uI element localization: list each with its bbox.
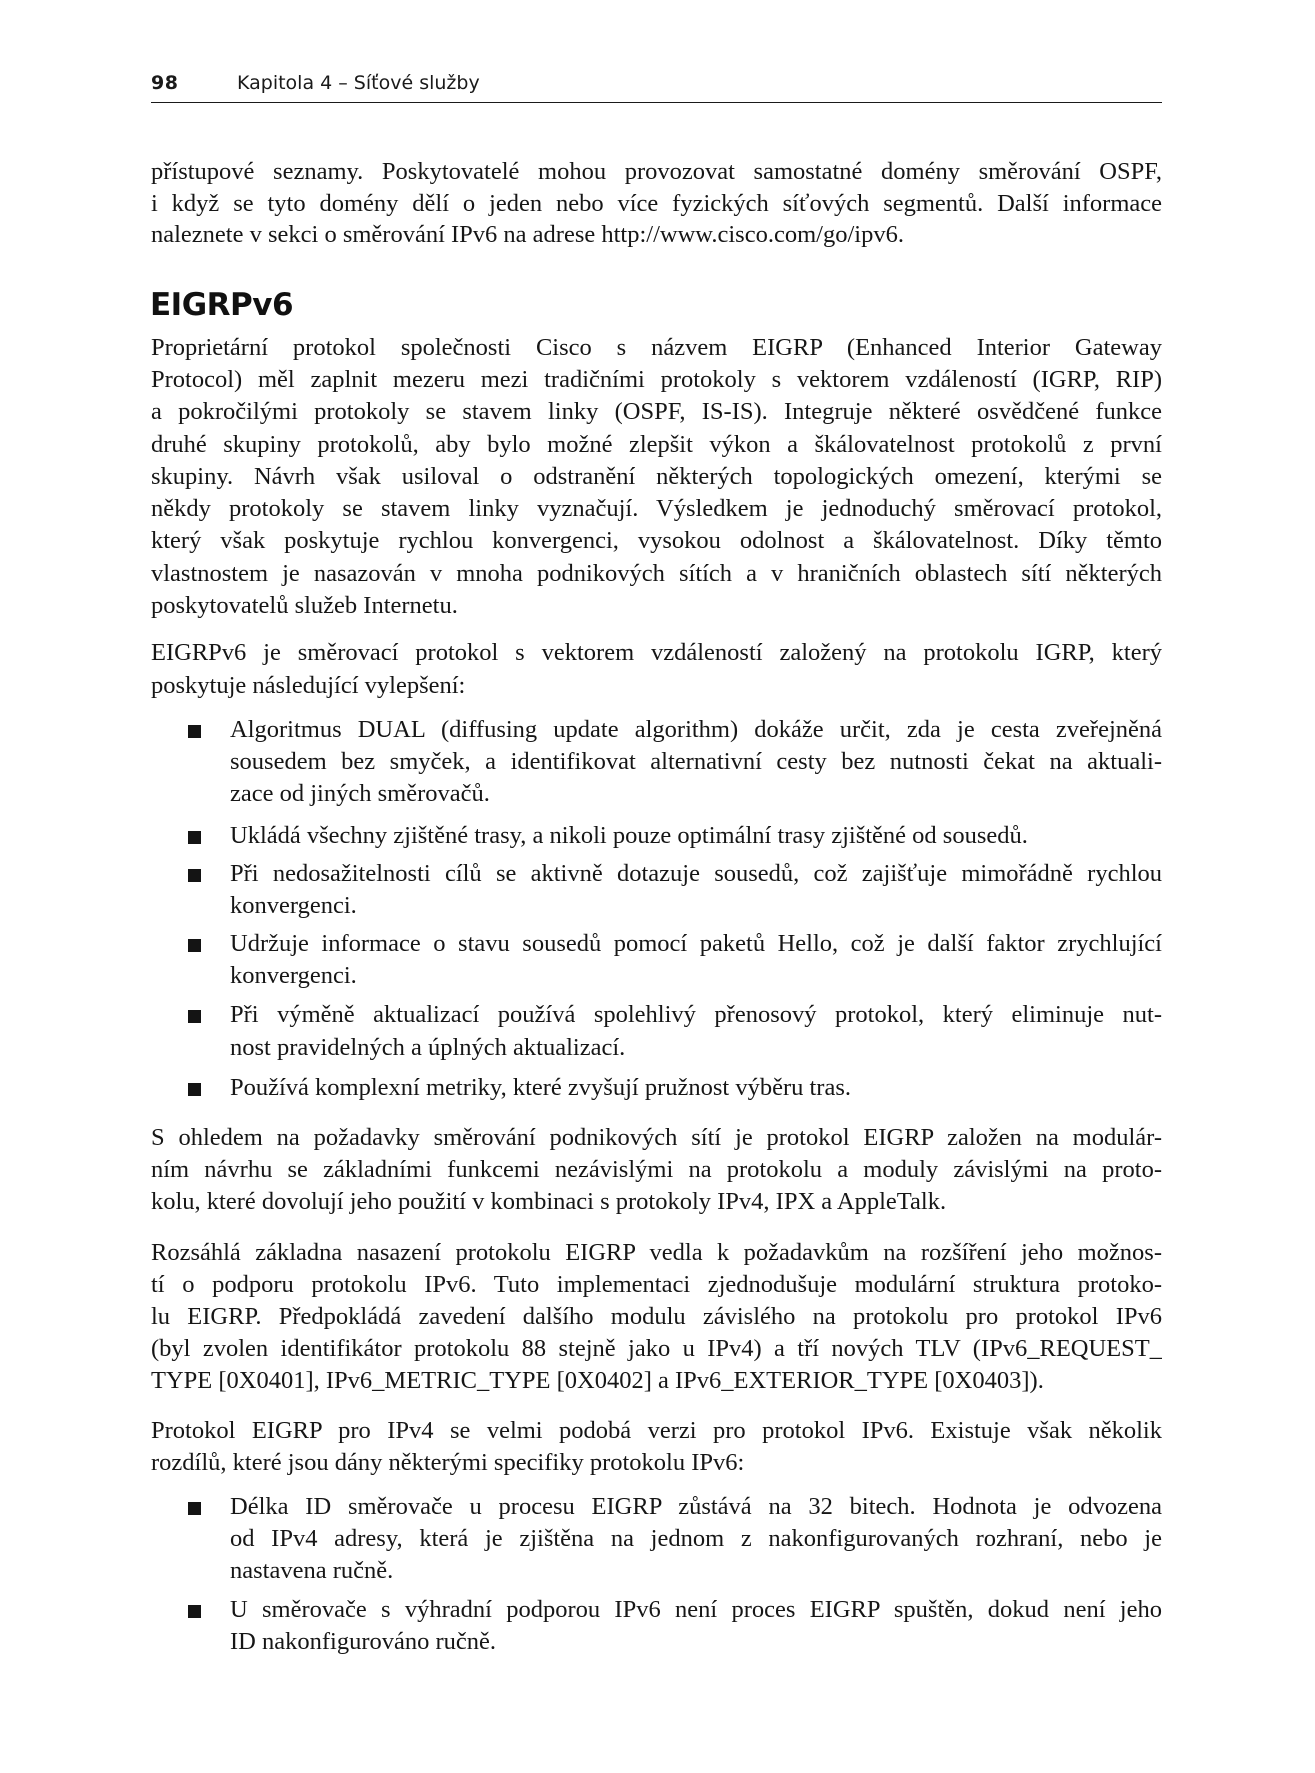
square-bullet-icon xyxy=(188,1605,201,1618)
text-line: skupiny. Návrh však usiloval o odstranění některých topologických omezení, kterými se xyxy=(151,463,1162,490)
text-line: Používá komplexní metriky, které zvyšují pružnost výběru tras. xyxy=(230,1074,851,1101)
text-line: ním návrhu se základními funkcemi nezávislými na protokolu a moduly závislými na proto- xyxy=(151,1156,1162,1183)
text-line: a pokročilými protokoly se stavem linky (OSPF, IS-IS). Integruje některé osvědčené funkce xyxy=(151,398,1162,425)
text-line: naleznete v sekci o směrování IPv6 na adrese http://www.cisco.com/go/ipv6. xyxy=(151,221,904,248)
text-line: Rozsáhlá základna nasazení protokolu EIGRP vedla k požadavkům na rozšíření jeho možnos- xyxy=(151,1239,1162,1266)
text-line: tí o podporu protokolu IPv6. Tuto implementaci zjednodušuje modulární struktura protoko- xyxy=(151,1271,1162,1298)
text-line: poskytovatelů služeb Internetu. xyxy=(151,592,458,619)
text-line: někdy protokoly se stavem linky vyznačují. Výsledkem je jednoduchý směrovací protokol, xyxy=(151,495,1162,522)
header-rule xyxy=(151,102,1162,103)
text-line: (byl zvolen identifikátor protokolu 88 stejně jako u IPv4) a tří nových TLV (IPv6_REQUEST_ xyxy=(151,1335,1162,1362)
text-line: Udržuje informace o stavu sousedů pomocí paketů Hello, což je další faktor zrychlující xyxy=(230,930,1162,957)
text-line: Proprietární protokol společnosti Cisco s názvem EIGRP (Enhanced Interior Gateway xyxy=(151,334,1162,361)
page-number: 98 xyxy=(151,72,179,94)
chapter-title: Kapitola 4 – Síťové služby xyxy=(237,72,480,94)
square-bullet-icon xyxy=(188,831,201,844)
square-bullet-icon xyxy=(188,1083,201,1096)
text-line: Při výměně aktualizací používá spolehlivý přenosový protokol, který eliminuje nut- xyxy=(230,1001,1162,1028)
text-line: Protokol EIGRP pro IPv4 se velmi podobá verzi pro protokol IPv6. Existuje však několik xyxy=(151,1417,1162,1444)
text-line: lu EIGRP. Předpokládá zavedení dalšího modulu závislého na protokolu pro protokol IPv6 xyxy=(151,1303,1162,1330)
square-bullet-icon xyxy=(188,1010,201,1023)
text-line: kolu, které dovolují jeho použití v kombinaci s protokoly IPv4, IPX a AppleTalk. xyxy=(151,1188,947,1215)
square-bullet-icon xyxy=(188,869,201,882)
text-line: sousedem bez smyček, a identifikovat alternativní cesty bez nutnosti čekat na aktuali- xyxy=(230,748,1162,775)
text-line: Protocol) měl zaplnit mezeru mezi tradičními protokoly s vektorem vzdáleností (IGRP, RIP) xyxy=(151,366,1162,393)
text-line: U směrovače s výhradní podporou IPv6 není proces EIGRP spuštěn, dokud není jeho xyxy=(230,1596,1162,1623)
text-line: nost pravidelných a úplných aktualizací. xyxy=(230,1034,626,1061)
text-line: i když se tyto domény dělí o jeden nebo více fyzických síťových segmentů. Další informace xyxy=(151,190,1162,217)
text-line: konvergenci. xyxy=(230,962,357,989)
text-line: poskytuje následující vylepšení: xyxy=(151,672,466,699)
text-line: Ukládá všechny zjištěné trasy, a nikoli pouze optimální trasy zjištěné od sousedů. xyxy=(230,822,1028,849)
text-line: který však poskytuje rychlou konvergenci, vysokou odolnost a škálovatelnost. Díky těmto xyxy=(151,527,1162,554)
text-line: S ohledem na požadavky směrování podnikových sítí je protokol EIGRP založen na modulár- xyxy=(151,1124,1162,1151)
square-bullet-icon xyxy=(188,1502,201,1515)
section-heading: EIGRPv6 xyxy=(150,287,294,323)
text-line: přístupové seznamy. Poskytovatelé mohou provozovat samostatné domény směrování OSPF, xyxy=(151,158,1162,185)
text-line: zace od jiných směrovačů. xyxy=(230,780,490,807)
running-header xyxy=(151,70,1162,100)
text-line: druhé skupiny protokolů, aby bylo možné zlepšit výkon a škálovatelnost protokolů z první xyxy=(151,431,1162,458)
square-bullet-icon xyxy=(188,725,201,738)
text-line: od IPv4 adresy, která je zjištěna na jednom z nakonfigurovaných rozhraní, nebo je xyxy=(230,1525,1162,1552)
text-line: vlastnostem je nasazován v mnoha podnikových sítích a v hraničních oblastech sítí některých xyxy=(151,560,1162,587)
text-line: konvergenci. xyxy=(230,892,357,919)
text-line: Délka ID směrovače u procesu EIGRP zůstává na 32 bitech. Hodnota je odvozena xyxy=(230,1493,1162,1520)
text-line: TYPE [0X0401], IPv6_METRIC_TYPE [0X0402] a IPv6_EXTERIOR_TYPE [0X0403]). xyxy=(151,1367,1044,1394)
text-line: rozdílů, které jsou dány některými specifiky protokolu IPv6: xyxy=(151,1449,745,1476)
text-line: Při nedosažitelnosti cílů se aktivně dotazuje sousedů, což zajišťuje mimořádně rychlou xyxy=(230,860,1162,887)
text-line: nastavena ručně. xyxy=(230,1557,394,1584)
text-line: ID nakonfigurováno ručně. xyxy=(230,1628,497,1655)
text-line: Algoritmus DUAL (diffusing update algorithm) dokáže určit, zda je cesta zveřejněná xyxy=(230,716,1162,743)
square-bullet-icon xyxy=(188,939,201,952)
text-line: EIGRPv6 je směrovací protokol s vektorem vzdáleností založený na protokolu IGRP, který xyxy=(151,639,1162,666)
